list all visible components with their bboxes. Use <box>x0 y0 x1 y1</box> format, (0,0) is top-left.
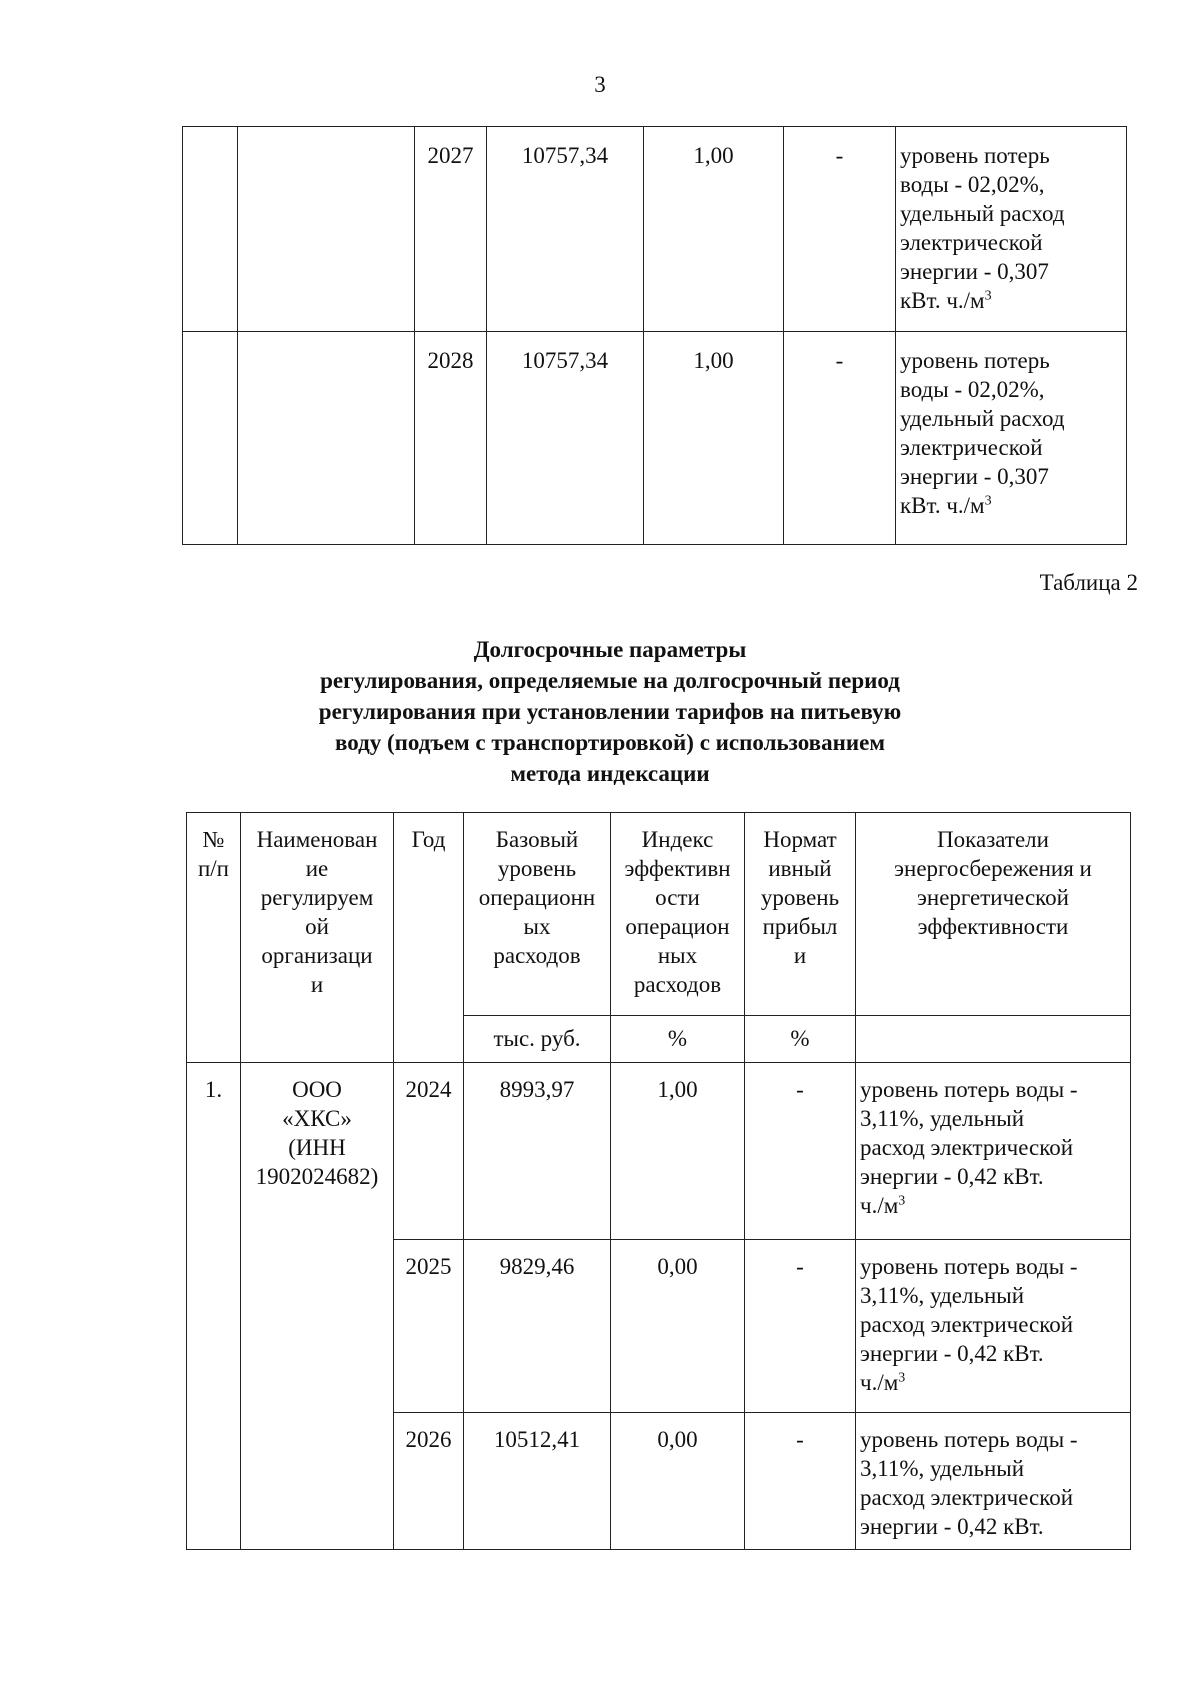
header-line: энергетической <box>917 885 1069 910</box>
profit-norm-cell: - <box>745 1413 856 1550</box>
indicator-line: расход электрической <box>860 1312 1074 1337</box>
indicator-line: расход электрической <box>860 1485 1074 1510</box>
org-name-line: (ИНН <box>288 1135 346 1160</box>
table-row <box>187 1063 1131 1240</box>
efficiency-index-cell: 1,00 <box>611 1063 745 1240</box>
header-line: расходов <box>493 943 581 968</box>
base-cost-cell: 9829,46 <box>464 1240 611 1413</box>
header-line: п/п <box>197 856 229 881</box>
indicator-line: уровень потерь <box>900 348 1050 373</box>
year-cell: 2024 <box>394 1063 464 1240</box>
indicators-cell <box>856 1240 1131 1413</box>
unit-superscript: 3 <box>898 1193 906 1209</box>
header-line: ой <box>305 914 329 939</box>
header-line: и <box>310 972 324 997</box>
base-cost-cell: 10757,34 <box>487 332 644 545</box>
year-cell: 2025 <box>394 1240 464 1413</box>
header-year <box>394 813 464 1063</box>
unit-superscript: 3 <box>984 288 992 304</box>
indicator-line: уровень потерь воды - <box>860 1077 1078 1102</box>
indicator-line: энергии - 0,307 <box>900 259 1049 284</box>
header-line: уровень <box>497 856 577 881</box>
unit-text: ч./м <box>860 1193 899 1218</box>
title-line: воду (подъем с транспортировкой) с использованием <box>334 730 885 755</box>
header-line: организаци <box>261 943 373 968</box>
indicator-line <box>860 1191 1128 1220</box>
indicator-line <box>900 286 1124 315</box>
indicator-line: воды - 02,02%, <box>900 172 1045 197</box>
header-line: Наименован <box>256 827 378 852</box>
header-line: Год <box>411 827 446 852</box>
header-line: Нормат <box>763 827 837 852</box>
indicator-line: удельный расход <box>900 201 1065 226</box>
indicator-line: 3,11%, удельный <box>860 1106 1025 1131</box>
page-number: 3 <box>594 72 606 97</box>
header-line: ивный <box>768 856 832 881</box>
header-line: операцион <box>625 914 730 939</box>
base-cost-cell: 10757,34 <box>487 127 644 332</box>
profit-norm-cell: - <box>784 332 896 545</box>
efficiency-index-cell: 1,00 <box>644 127 784 332</box>
profit-norm-cell: - <box>745 1063 856 1240</box>
header-line: уровень <box>760 885 840 910</box>
header-line: прибыл <box>762 914 838 939</box>
num-cell <box>183 332 238 545</box>
header-row <box>187 813 1131 1016</box>
header-org-name <box>241 813 394 1063</box>
table-title <box>300 634 920 789</box>
continuation-table <box>182 126 1127 545</box>
indicator-line: расход электрической <box>860 1135 1074 1160</box>
title-line: регулирования, определяемые на долгосрочный период <box>320 668 900 693</box>
base-cost-cell: 8993,97 <box>464 1063 611 1240</box>
indicators-cell <box>856 1413 1131 1550</box>
indicators-cell <box>856 1063 1131 1240</box>
header-line: энергосбережения и <box>894 856 1092 881</box>
num-cell: 1. <box>187 1063 241 1550</box>
unit-base-cost: тыс. руб. <box>464 1016 611 1063</box>
indicator-line: 3,11%, удельный <box>860 1456 1025 1481</box>
parameters-table <box>186 812 1131 1550</box>
header-num <box>187 813 241 1063</box>
indicator-line: удельный расход <box>900 406 1065 431</box>
table-row <box>183 332 1127 545</box>
unit-superscript: 3 <box>984 493 992 509</box>
header-efficiency-index <box>611 813 745 1016</box>
unit-superscript: 3 <box>898 1370 906 1386</box>
efficiency-index-cell: 1,00 <box>644 332 784 545</box>
profit-norm-cell: - <box>784 127 896 332</box>
indicator-line <box>860 1368 1128 1397</box>
unit-profit-norm: % <box>745 1016 856 1063</box>
org-name-line: 1902024682) <box>255 1164 379 1189</box>
indicators-cell <box>896 332 1127 545</box>
header-line: ых <box>523 914 551 939</box>
org-cell <box>238 127 415 332</box>
header-line: Показатели <box>937 827 1049 852</box>
header-line: № <box>202 827 225 852</box>
header-line: ости <box>655 885 700 910</box>
unit-efficiency-index: % <box>611 1016 745 1063</box>
year-cell: 2027 <box>415 127 487 332</box>
indicator-line: уровень потерь воды - <box>860 1254 1078 1279</box>
unit-text: кВт. ч./м <box>900 288 985 313</box>
indicator-line: уровень потерь воды - <box>860 1427 1078 1452</box>
org-cell <box>241 1063 394 1550</box>
num-cell <box>183 127 238 332</box>
indicator-line: энергии - 0,42 кВт. <box>860 1164 1044 1189</box>
indicators-cell <box>896 127 1127 332</box>
org-name-line: ООО <box>292 1077 342 1102</box>
table-row <box>183 127 1127 332</box>
header-line: регулируем <box>260 885 374 910</box>
indicator-line: электрической <box>900 230 1043 255</box>
unit-indicators <box>856 1016 1131 1063</box>
header-line: и <box>793 943 807 968</box>
base-cost-cell: 10512,41 <box>464 1413 611 1550</box>
efficiency-index-cell: 0,00 <box>611 1413 745 1550</box>
org-cell <box>238 332 415 545</box>
year-cell: 2026 <box>394 1413 464 1550</box>
header-line: расходов <box>633 972 722 997</box>
unit-text: кВт. ч./м <box>900 493 985 518</box>
indicator-line: воды - 02,02%, <box>900 377 1045 402</box>
table-label: Таблица 2 <box>1039 570 1138 595</box>
indicator-line <box>900 491 1124 520</box>
header-line: эффективности <box>917 914 1069 939</box>
header-line: Индекс <box>641 827 714 852</box>
header-line: эффективн <box>624 856 731 881</box>
title-line: Долгосрочные параметры <box>473 637 747 662</box>
header-line: ных <box>657 943 698 968</box>
title-line: регулирования при установлении тарифов на питьевую <box>318 699 902 724</box>
org-name-line: «ХКС» <box>282 1106 352 1131</box>
unit-text: ч./м <box>860 1370 899 1395</box>
profit-norm-cell: - <box>745 1240 856 1413</box>
indicator-line: электрической <box>900 435 1043 460</box>
header-base-cost <box>464 813 611 1016</box>
header-indicators <box>856 813 1131 1016</box>
efficiency-index-cell: 0,00 <box>611 1240 745 1413</box>
indicator-line: 3,11%, удельный <box>860 1283 1025 1308</box>
header-line: операционн <box>478 885 596 910</box>
indicator-line: энергии - 0,307 <box>900 464 1049 489</box>
header-profit-norm <box>745 813 856 1016</box>
title-line: метода индексации <box>510 761 710 786</box>
indicator-line: энергии - 0,42 кВт. <box>860 1341 1044 1366</box>
indicator-line: уровень потерь <box>900 143 1050 168</box>
indicator-line: энергии - 0,42 кВт. <box>860 1514 1044 1539</box>
header-line: Базовый <box>495 827 579 852</box>
header-line: ие <box>305 856 329 881</box>
year-cell: 2028 <box>415 332 487 545</box>
